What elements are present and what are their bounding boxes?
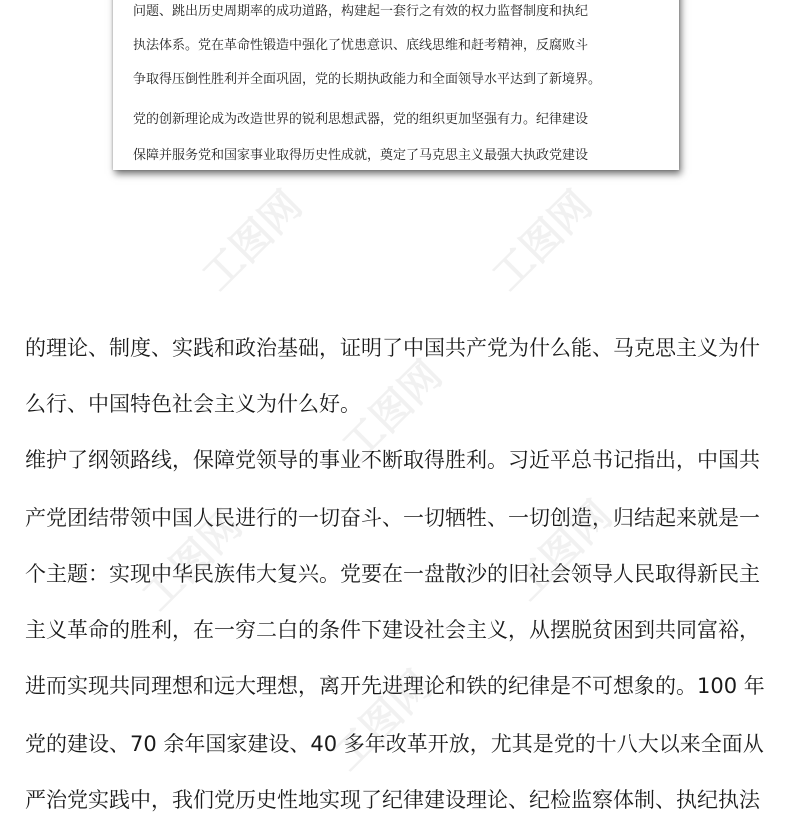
watermark-logo: 工图网	[503, 492, 622, 610]
watermark-logo: 工图网	[133, 502, 252, 620]
body-text-line: 维护了纲领路线，保障党领导的事业不断取得胜利。习近平总书记指出，中国共	[25, 448, 760, 472]
card-text-line: 执法体系。党在革命性锻造中强化了忧患意识、底线思维和赶考精神，反腐败斗	[133, 38, 589, 53]
body-text-line: 主义革命的胜利，在一穷二白的条件下建设社会主义，从摆脱贫困到共同富裕，	[25, 618, 760, 642]
body-text-line: 个主题：实现中华民族伟大复兴。党要在一盘散沙的旧社会领导人民取得新民主	[25, 562, 760, 586]
body-text-line: 产党团结带领中国人民进行的一切奋斗、一切牺牲、一切创造，归结起来就是一	[25, 506, 760, 530]
watermark-logo: 工图网	[193, 182, 312, 300]
body-text-line: 的理论、制度、实践和政治基础，证明了中国共产党为什么能、马克思主义为什	[25, 336, 760, 360]
card-text-line: 争取得压倒性胜利并全面巩固，党的长期执政能力和全面领导水平达到了新境界。	[133, 72, 602, 87]
body-text-line: 党的建设、70 余年国家建设、40 多年改革开放，尤其是党的十八大以来全面从	[25, 732, 764, 756]
body-text-line: 严治党实践中，我们党历史性地实现了纪律建设理论、纪检监察体制、执纪执法	[25, 788, 760, 812]
card-text-line: 党的创新理论成为改造世界的锐利思想武器，党的组织更加坚强有力。纪律建设	[133, 112, 589, 127]
body-text-line: 进而实现共同理想和远大理想，离开先进理论和铁的纪律是不可想象的。100 年	[25, 674, 765, 698]
body-text-line: 么行、中国特色社会主义为什么好。	[25, 392, 361, 416]
card-text-line: 保障并服务党和国家事业取得历史性成就，奠定了马克思主义最强大执政党建设	[133, 148, 589, 163]
watermark-logo: 工图网	[483, 182, 602, 300]
card-text-line: 问题、跳出历史周期率的成功道路，构建起一套行之有效的权力监督制度和执纪	[133, 4, 589, 19]
watermark-logo: 工图网	[323, 662, 442, 780]
watermark-logo: 工图网	[333, 352, 452, 470]
